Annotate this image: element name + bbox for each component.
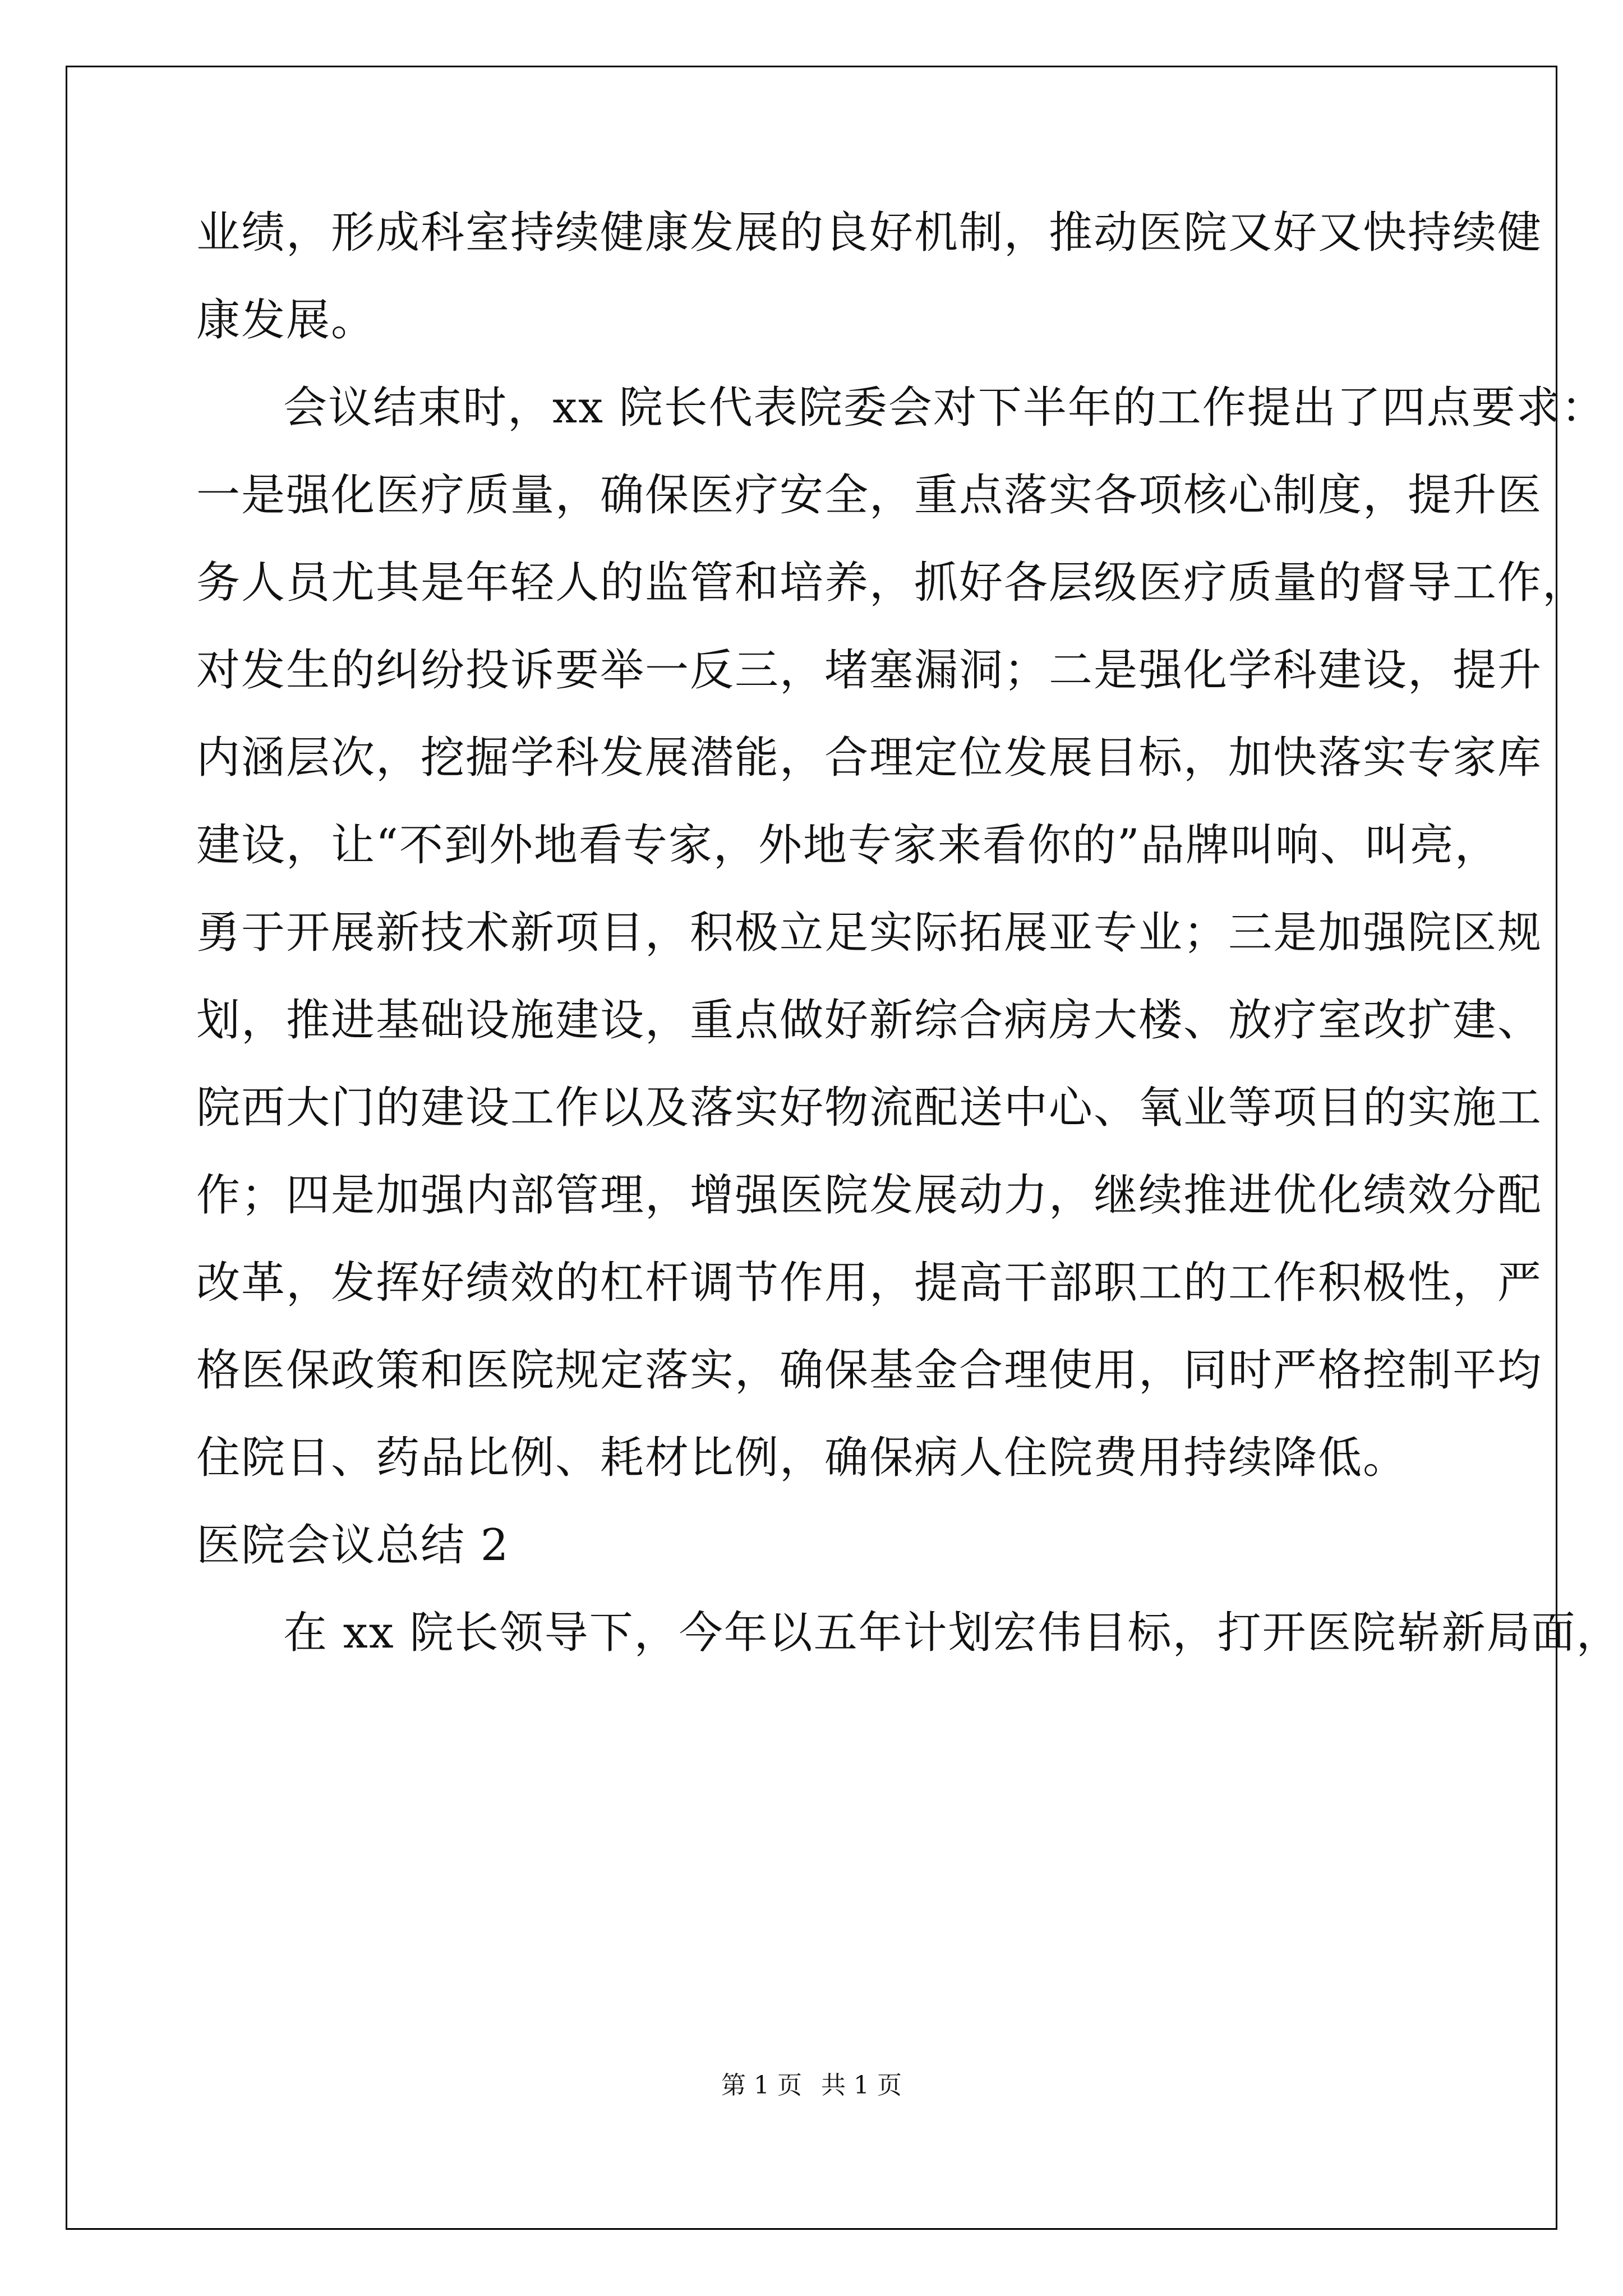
- paragraph-line: 住院日、药品比例、耗材比例，确保病人住院费用持续降低。: [196, 1433, 1408, 1483]
- paragraph-line: 划，推进基础设施建设，重点做好新综合病房大楼、放疗室改扩建、: [196, 995, 1543, 1046]
- paragraph-line: 对发生的纠纷投诉要举一反三，堵塞漏洞；二是强化学科建设，提升: [196, 645, 1543, 696]
- paragraph-line: 康发展。: [196, 295, 376, 346]
- page-total: 共 1 页: [821, 2071, 902, 2100]
- section-title: 医院会议总结 2: [196, 1520, 510, 1571]
- paragraph-line: 在 xx 院长领导下，今年以五年计划宏伟目标，打开医院崭新局面，: [283, 1608, 1621, 1658]
- paragraph-line: 格医保政策和医院规定落实，确保基金合理使用，同时严格控制平均: [196, 1345, 1543, 1396]
- paragraph-line: 改革，发挥好绩效的杠杆调节作用，提高干部职工的工作积极性，严: [196, 1258, 1543, 1308]
- paragraph-line: 会议结束时，xx 院长代表院委会对下半年的工作提出了四点要求：: [283, 383, 1606, 433]
- paragraph-line: 内涵层次，挖掘学科发展潜能，合理定位发展目标，加快落实专家库: [196, 733, 1543, 783]
- paragraph-line: 务人员尤其是年轻人的监管和培养，抓好各层级医疗质量的督导工作，: [196, 558, 1588, 608]
- page-number: 第 1 页: [721, 2071, 802, 2100]
- page-footer: [0, 2069, 1623, 2102]
- paragraph-line: 一是强化医疗质量，确保医疗安全，重点落实各项核心制度，提升医: [196, 470, 1543, 521]
- paragraph-line: 勇于开展新技术新项目，积极立足实际拓展亚专业；三是加强院区规: [196, 908, 1543, 958]
- paragraph-line: 作；四是加强内部管理，增强医院发展动力，继续推进优化绩效分配: [196, 1170, 1543, 1221]
- paragraph-line: 院西大门的建设工作以及落实好物流配送中心、氧业等项目的实施工: [196, 1083, 1543, 1133]
- paragraph-line: 建设，让“不到外地看专家，外地专家来看你的”品牌叫响、叫亮，: [196, 820, 1500, 871]
- paragraph-line: 业绩，形成科室持续健康发展的良好机制，推动医院又好又快持续健: [196, 208, 1543, 258]
